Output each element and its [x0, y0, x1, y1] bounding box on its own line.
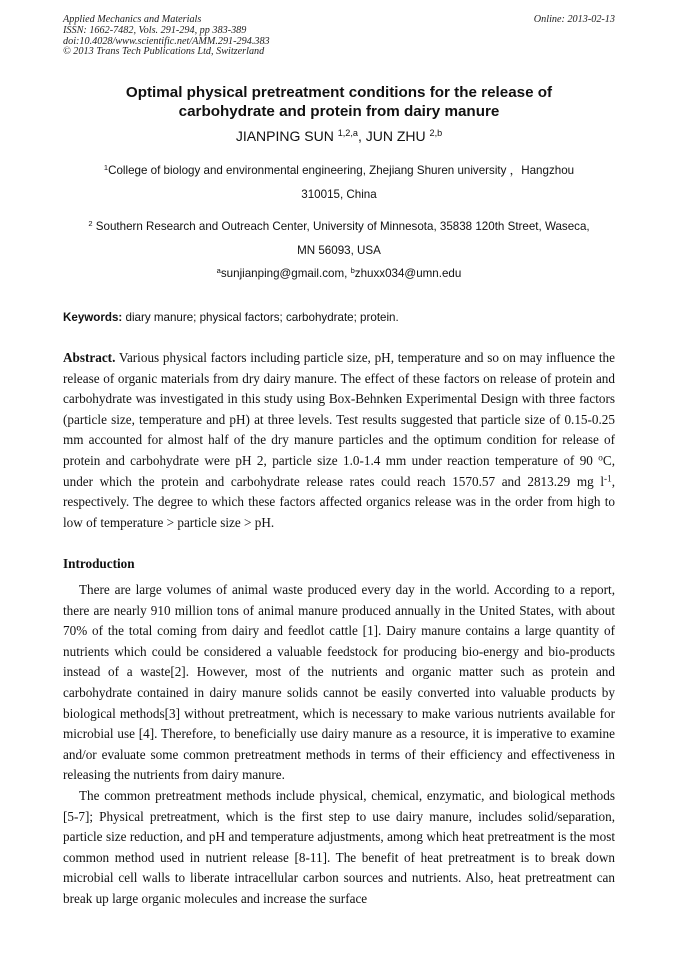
author-separator: ,	[357, 128, 366, 144]
introduction-paragraph-1: There are large volumes of animal waste produced every day in the world. According to a report, there are nearly 910 million tons of animal manure produced annually in the United States, with about 70% of the total coming from dairy and feedlot cattle [1]. Dairy manure contains a large quantity of nutrients which could be considered a valuable feedstock for producing bio-energy and bio-products instead of a waste[2]. However, most of the nutrients and organic matter such as protein and carbohydrate contained in dairy manure solids cannot be easily converted into valuable products by biological methods[3] without pretreatment, which is necessary to make various nutrients available for microbial use [4]. Therefore, to beneficially use dairy manure as a resource, it is imperative to examine and/or evaluate some common pretreatment methods in terms of their efficiency and effectiveness in releasing the nutrients from dairy manure.	[63, 582, 615, 783]
affiliation-2	[63, 215, 615, 263]
affiliation-1-mark: 1	[103, 162, 109, 172]
author-1-name: JIANPING SUN	[235, 128, 338, 144]
degree-mark: o	[598, 452, 603, 463]
affiliation-1-line-1: College of biology and environmental engineering, Zhejiang Shuren university ，Hangzhou	[108, 164, 575, 177]
email-b-mark: b	[350, 265, 355, 275]
journal-name: Applied Mechanics and Materials	[63, 14, 202, 25]
keywords-text: diary manure; physical factors; carbohydrate; protein.	[122, 311, 399, 324]
author-line	[63, 127, 615, 145]
author-2-affiliation-mark: 2,b	[429, 128, 443, 138]
author-emails	[63, 265, 615, 283]
unit-exponent: -1	[604, 472, 612, 483]
keywords	[63, 309, 615, 327]
abstract-text-1: Various physical factors including particle size, pH, temperature and so on may influence the release of organic materials from dry dairy manure. The effect of these factors on release of protein and carbohydrate was investigated in this study using Box-Behnken Experimental Design with three factors (particle size, temperature and pH) at three levels. Test results suggested that particle size of 0.15-0.25 mm accounted for almost half of the dry manure particles and the optimum condition for release of protein and carbohydrate were pH 2, particle size 1.0-1.4 mm under reaction temperature of 90	[63, 350, 615, 468]
affiliation-1-line-2: 310015, China	[301, 188, 377, 201]
online-date: Online: 2013-02-13	[533, 14, 615, 25]
affiliation-2-line-2: MN 56093, USA	[297, 244, 381, 257]
abstract-text-3: , respectively. The degree to which these factors affected organics release was in the order from high to low of temperature > particle size > pH.	[63, 473, 615, 530]
email-b[interactable]: zhuxx034@umn.edu	[354, 267, 462, 280]
email-a[interactable]: sunjianping@gmail.com	[220, 267, 345, 280]
affiliation-2-mark: 2	[88, 218, 93, 228]
affiliation-1	[63, 159, 615, 207]
title-line-1: Optimal physical pretreatment conditions for the release of	[125, 84, 553, 101]
introduction-heading: Introduction	[63, 556, 135, 571]
title-line-2: carbohydrate and protein from dairy manure	[178, 103, 500, 120]
author-2-name: JUN ZHU	[365, 128, 430, 144]
affiliation-2-line-1: Southern Research and Outreach Center, University of Minnesota, 35838 120th Street, Waseca,	[92, 220, 590, 233]
journal-doi: doi:10.4028/www.scientific.net/AMM.291-294.383	[63, 35, 270, 47]
journal-copyright: © 2013 Trans Tech Publications Ltd, Switzerland	[63, 46, 265, 58]
email-separator: ,	[344, 267, 351, 280]
introduction-paragraph-2: The common pretreatment methods include physical, chemical, enzymatic, and biological methods [5-7]; Physical pretreatment, which is the first step to use dairy manure, includes solid/separation, particle size reduction, and pH and temperature adjustments, among which heat pretreatment is the most common method used in nutrient release [8-11]. The benefit of heat pretreatment is to break down microbial cell walls to liberate intracellular carbon sources and nutrients. Also, heat pretreatment can break up large organic molecules and increase the surface	[63, 788, 615, 906]
keywords-label: Keywords:	[63, 311, 123, 324]
journal-issn: ISSN: 1662-7482, Vols. 291-294, pp 383-389	[63, 24, 247, 36]
email-a-mark: a	[216, 265, 221, 275]
abstract-label: Abstract.	[63, 350, 116, 365]
journal-header	[63, 15, 615, 58]
abstract	[63, 348, 615, 533]
abstract-text-2: C, under which the protein and carbohydrate release rates could reach 1570.57 and 2813.29 mg l	[63, 452, 615, 489]
author-1-affiliation-mark: 1,2,a	[337, 128, 358, 138]
paper-title	[63, 83, 615, 121]
